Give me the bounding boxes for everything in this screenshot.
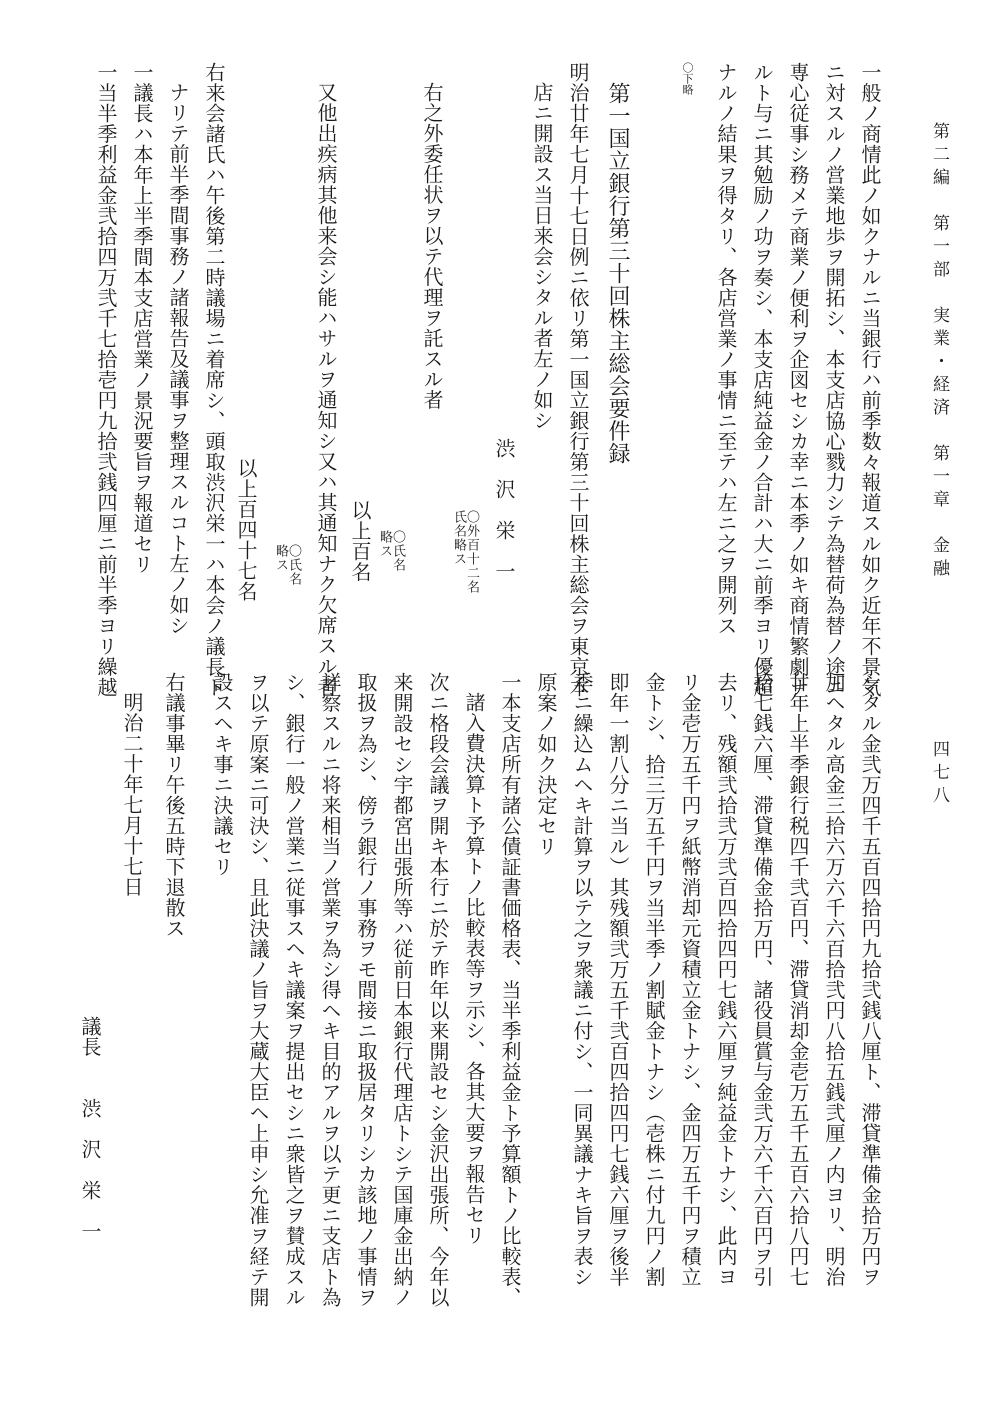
text-line: 季ニ繰込ムヘキ計算ヲ以テ之ヲ衆議ニ付シ、一同異議ナキ旨ヲ表シ [570,672,594,1287]
proxy-note: 〇氏名略ス [377,530,405,572]
text-line: ルト与ニ其勉励ノ功ヲ奏シ、本支店純益金ノ合計ハ大ニ前季ヨリ優超 [750,62,774,698]
text-line: 店ニ開設ス当日来会シタル者左ノ如シ [530,82,554,431]
text-line: リ金壱万五千円ヲ紙幣消却元資積立金トナシ、金四万五千円ヲ積立 [678,672,702,1287]
text-line: 原案ノ如ク決定セリ [534,672,558,857]
attendee-note: 〇外百十二名氏名略ス [451,510,479,594]
proxy-count: 以上百名 [348,500,372,582]
text-line: 一般ノ商情此ノ如クナルニ当銀行ハ前季数々報道スル如ク近年不景気 [858,62,882,698]
text-line: 一当半季利益金弐拾四万弐千七拾壱円九拾弐銭四厘ニ前半季ヨリ繰越 [94,62,118,698]
text-line: シタル金弐万四千五百四拾円九拾弐銭八厘ト、滞貸準備金拾万円ヲ [858,672,882,1287]
text-line: 一本支店所有諸公債証書価格表、当半季利益金ト予算額トノ比較表、 [498,672,522,1308]
page-number: 四七八 [929,740,949,809]
text-line: 取扱ヲ為シ、傍ラ銀行ノ事務ヲモ間接ニ取扱居タリシカ該地ノ事情ヲ [354,672,378,1308]
text-line: 次ニ格段会議ヲ開キ本行ニ於テ昨年以来開設セシ金沢出張所、今年以 [426,672,450,1308]
text-line: 明治廿年七月十七日例ニ依リ第一国立銀行第三十回株主総会ヲ東京本 [566,62,590,698]
text-line: 廿年上半季銀行税四千弐百円、滞貸消却金壱万五千五百六拾八円七 [786,672,810,1287]
text-line: 来開設セシ宇都宮出張所等ハ従前日本銀行代理店トシテ国庫金出納ノ [390,672,414,1308]
signature: 議長 渋 沢 栄 一 [78,1016,102,1242]
text-line: 設スヘキ事ニ決議セリ [210,672,234,877]
attendee-name: 渋 沢 栄 一 [492,438,516,582]
text-line: ニ対スルノ営業地歩ヲ開拓シ、本支店協心戮力シテ為替荷為替ノ途ニ [822,62,846,698]
absent-line: 又他出疾病其他来会シ能ハサルヲ通知シ又ハ其通知ナク欠席スル者 [314,82,338,697]
running-title: 第二編 第一部 実業・経済 第一章 金融 [929,122,949,582]
text-line: 右議事畢リ午後五時下退散ス [162,672,186,939]
text-line: 金トシ、拾三万五千円ヲ当半季ノ割賦金トナシ（壱株ニ付九円ノ割 [642,672,666,1287]
text-line: 右来会諸氏ハ午後第二時議場ニ着席シ、頭取渋沢栄一ハ本会ノ議長ト [202,62,226,698]
text-line: 去リ、残額弐拾弐万弐百四拾四円七銭六厘ヲ純益金トナシ、此内ヨ [714,672,738,1287]
absent-note: 〇氏名略ス [273,544,301,586]
absent-count: 以上百四十七名 [234,458,258,602]
text-line: 諸入費決算ト予算トノ比較表等ヲ示シ、各其大要ヲ報告セリ [462,692,486,1246]
text-line: 専心従事シ務メテ商業ノ便利ヲ企図セシカ幸ニ本季ノ如キ商情繁劇ナ [786,62,810,698]
proxy-line: 右之外委任状ヲ以テ代理ヲ託スル者 [420,82,444,410]
text-line: 一議長ハ本年上半季間本支店営業ノ景況要旨ヲ報道セリ [130,62,154,575]
date-line: 明治二十年七月十七日 [120,692,144,897]
text-line: 加ヘタル高金三拾六万六千六百拾弐円八拾五銭弐厘ノ内ヨリ、明治 [822,672,846,1287]
section-title: 第一国立銀行第三十回株主総会要件録 [605,82,630,465]
text-line: シ、銀行一般ノ営業ニ従事スヘキ議案ヲ提出セシニ衆皆之ヲ賛成スル [282,672,306,1308]
text-line: 詳察スルニ将来相当ノ営業ヲ為シ得ヘキ目的アルヲ以テ更ニ支店ト為 [318,672,342,1308]
text-line: 即年一割八分ニ当ル）其残額弐万五千弐百四拾四円七銭六厘ヲ後半 [606,672,630,1287]
text-line: 拾七銭六厘、滞貸準備金拾万円、諸役員賞与金弐万六千六百円ヲ引 [750,672,774,1287]
text-line: ヲ以テ原案ニ可決シ、且此決議ノ旨ヲ大蔵大臣ヘ上申シ允准ヲ経テ開 [246,672,270,1308]
text-line: ナルノ結果ヲ得タリ、各店営業ノ事情ニ至テハ左ニ之ヲ開列ス [714,62,738,636]
omission-note: 〇下略 [681,62,694,95]
text-line: ナリテ前半季間事務ノ諸報告及議事ヲ整理スルコト左ノ如シ [166,82,190,636]
